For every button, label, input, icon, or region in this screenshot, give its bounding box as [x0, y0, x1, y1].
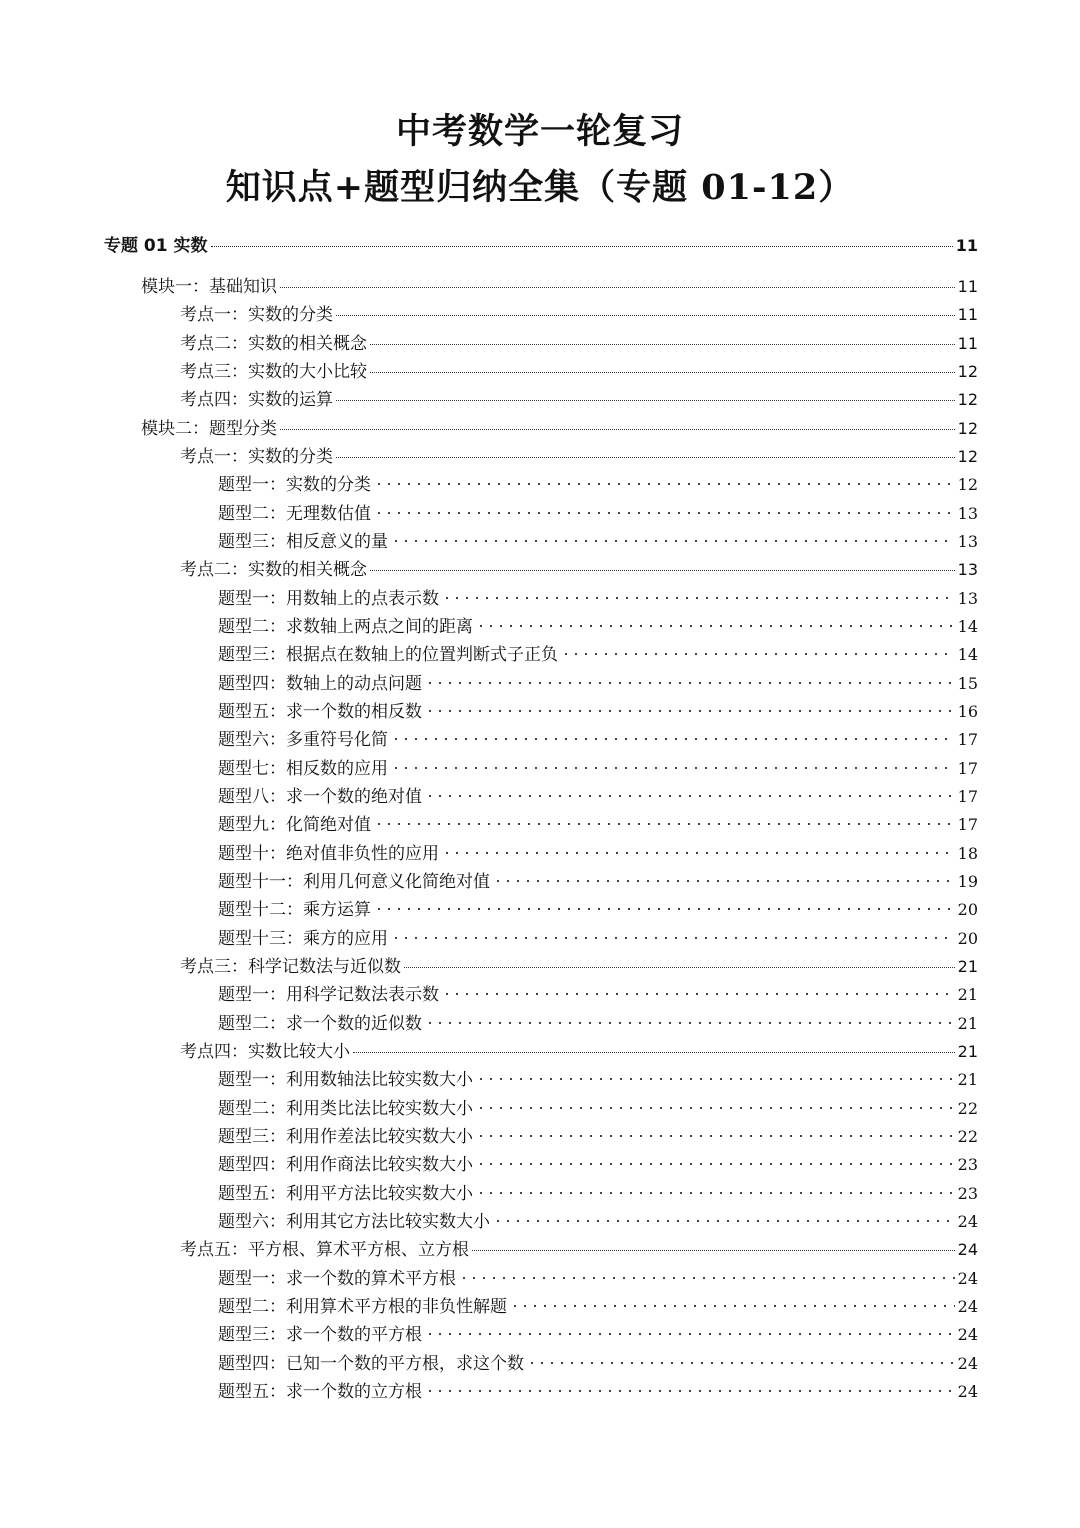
toc-page-number: 20 [957, 928, 978, 948]
toc-dot-leader [510, 1305, 955, 1307]
toc-entry-label: 题型二：利用算术平方根的非负性解题 [218, 1296, 507, 1317]
toc-entry-label: 题型六：多重符号化简 [218, 730, 388, 751]
toc-dot-leader [493, 1220, 955, 1222]
toc-entry-label: 题型一：实数的分类 [218, 475, 371, 496]
toc-page-number: 12 [957, 446, 978, 466]
toc-entry-label: 题型一：用科学记数法表示数 [218, 985, 439, 1006]
toc-page-number: 24 [957, 1296, 978, 1316]
toc-dot-leader [370, 372, 955, 373]
toc-dot-leader [442, 597, 955, 599]
toc-entry-question-type[interactable] [218, 502, 978, 526]
toc-page-number: 11 [957, 305, 978, 325]
toc-dot-leader [472, 1250, 955, 1251]
toc-entry-label: 题型五：求一个数的立方根 [218, 1381, 422, 1402]
toc-page-number: 21 [957, 956, 978, 976]
toc-entry-exam-point[interactable] [180, 445, 978, 469]
toc-entry-label: 模块一：基础知识 [141, 277, 277, 297]
toc-dot-leader [374, 823, 955, 825]
toc-page-number: 24 [957, 1325, 978, 1345]
toc-entry-label: 题型三：相反意义的量 [218, 531, 388, 552]
toc-entry-question-type[interactable] [218, 983, 978, 1007]
toc-dot-leader [336, 457, 955, 458]
toc-entry-question-type[interactable] [218, 728, 978, 752]
toc-dot-leader [476, 1078, 955, 1080]
toc-entry-label: 题型二：求数轴上两点之间的距离 [218, 616, 473, 637]
toc-page-number: 22 [957, 1098, 978, 1118]
toc-page-number: 24 [957, 1240, 978, 1260]
toc-page-number: 13 [957, 588, 978, 608]
toc-dot-leader [211, 246, 953, 247]
toc-dot-leader [442, 993, 955, 995]
toc-entry-question-type[interactable] [218, 757, 978, 781]
toc-entry-question-type[interactable] [218, 1323, 978, 1347]
toc-page-number: 21 [957, 1041, 978, 1061]
toc-dot-leader [280, 287, 955, 288]
toc-entry-label: 题型二：无理数估值 [218, 503, 371, 524]
toc-entry-question-type[interactable] [218, 1182, 978, 1206]
toc-dot-leader [404, 967, 955, 968]
toc-entry-exam-point[interactable] [180, 360, 978, 384]
toc-page-number: 24 [957, 1381, 978, 1401]
toc-entry-label: 考点二：实数的相关概念 [180, 333, 367, 354]
toc-dot-leader [280, 429, 955, 430]
toc-entry-question-type[interactable] [218, 587, 978, 611]
toc-dot-leader [476, 1107, 955, 1109]
toc-entry-label: 考点一：实数的分类 [180, 305, 333, 326]
toc-entry-label: 题型七：相反数的应用 [218, 758, 388, 779]
toc-page-number: 18 [957, 843, 978, 863]
toc-entry-question-type[interactable] [218, 615, 978, 639]
toc-page-number: 22 [957, 1126, 978, 1146]
toc-dot-leader [374, 483, 955, 485]
toc-entry-label: 题型十：绝对值非负性的应用 [218, 843, 439, 864]
toc-entry-exam-point[interactable] [180, 955, 978, 979]
toc-page-number: 11 [957, 333, 978, 353]
toc-dot-leader [425, 710, 955, 712]
toc-dot-leader [476, 1163, 955, 1165]
toc-entry-label: 题型三：根据点在数轴上的位置判断式子正负 [218, 645, 558, 666]
toc-entry-exam-point[interactable] [180, 332, 978, 356]
toc-dot-leader [391, 937, 955, 939]
toc-entry-label: 模块二：题型分类 [141, 418, 277, 439]
toc-dot-leader [353, 1052, 955, 1053]
toc-entry-label: 考点四：实数的运算 [180, 390, 333, 411]
toc-entry-question-type[interactable] [218, 700, 978, 724]
toc-entry-label: 题型八：求一个数的绝对值 [218, 786, 422, 807]
toc-page-number: 24 [957, 1268, 978, 1288]
toc-entry-label: 题型十三：乘方的应用 [218, 928, 388, 949]
toc-entry-question-type[interactable] [218, 927, 978, 951]
toc-page-number: 12 [957, 475, 978, 495]
toc-entry-label: 题型五：利用平方法比较实数大小 [218, 1183, 473, 1204]
toc-entry-label: 题型四：已知一个数的平方根，求这个数 [218, 1353, 524, 1374]
toc-entry-question-type[interactable] [218, 1068, 978, 1092]
toc-entry-question-type[interactable] [218, 473, 978, 497]
toc-entry-label: 题型四：利用作商法比较实数大小 [218, 1155, 473, 1176]
toc-entry-label: 考点一：实数的分类 [180, 446, 333, 467]
toc-dot-leader [391, 540, 955, 542]
toc-page-number: 14 [957, 616, 978, 636]
toc-dot-leader [442, 852, 955, 854]
toc-dot-leader [425, 682, 955, 684]
toc-entry-label: 考点四：实数比较大小 [180, 1041, 350, 1062]
toc-page-number: 17 [957, 758, 978, 778]
toc-entry-question-type[interactable] [218, 1380, 978, 1404]
toc-page-number: 19 [957, 871, 978, 891]
toc-page-number: 17 [957, 815, 978, 835]
toc-entry-label: 题型三：利用作差法比较实数大小 [218, 1126, 473, 1147]
toc-entry-label: 题型一：用数轴上的点表示数 [218, 588, 439, 609]
toc-entry-label: 题型十一：利用几何意义化简绝对值 [218, 871, 490, 892]
toc-dot-leader [391, 767, 955, 769]
toc-dot-leader [370, 570, 955, 571]
toc-dot-leader [425, 1333, 955, 1335]
toc-dot-leader [561, 653, 955, 655]
toc-entry-label: 题型二：利用类比法比较实数大小 [218, 1098, 473, 1119]
toc-entry-question-type[interactable] [218, 1012, 978, 1036]
toc-entry-exam-point[interactable] [180, 558, 978, 582]
toc-entry-exam-point[interactable] [180, 388, 978, 412]
toc-page-number: 14 [957, 645, 978, 665]
toc-entry-label: 题型一：求一个数的算术平方根 [218, 1268, 456, 1289]
toc-entry-label: 题型五：求一个数的相反数 [218, 701, 422, 722]
toc-dot-leader [476, 625, 955, 627]
toc-entry-label: 题型六：利用其它方法比较实数大小 [218, 1211, 490, 1232]
toc-entry-label: 专题 01 实数 [104, 236, 208, 256]
toc-entry-question-type[interactable] [218, 1352, 978, 1376]
toc-page-number: 13 [957, 560, 978, 580]
toc-dot-leader [370, 344, 955, 345]
toc-entry-question-type[interactable] [218, 870, 978, 894]
toc-entry-module[interactable] [141, 417, 978, 441]
toc-page-number: 12 [957, 390, 978, 410]
toc-dot-leader [476, 1135, 955, 1137]
toc-dot-leader [336, 315, 955, 316]
toc-entry-exam-point[interactable] [180, 1040, 978, 1064]
toc-page-number: 17 [957, 730, 978, 750]
toc-dot-leader [476, 1192, 955, 1194]
toc-page-number: 23 [957, 1183, 978, 1203]
toc-entry-question-type[interactable] [218, 1267, 978, 1291]
toc-page-number: 21 [957, 1013, 978, 1033]
toc-entry-question-type[interactable] [218, 785, 978, 809]
toc-dot-leader [493, 880, 955, 882]
toc-page-number: 12 [957, 418, 978, 438]
toc-entry-topic[interactable] [104, 234, 978, 258]
toc-page-number: 17 [957, 786, 978, 806]
toc-dot-leader [374, 908, 955, 910]
toc-entry-exam-point[interactable] [180, 303, 978, 327]
toc-page-number: 21 [957, 1070, 978, 1090]
toc-entry-exam-point[interactable] [180, 1238, 978, 1262]
toc-dot-leader [527, 1362, 955, 1364]
toc-page-number: 23 [957, 1155, 978, 1175]
toc-entry-question-type[interactable] [218, 1295, 978, 1319]
toc-dot-leader [459, 1277, 955, 1279]
toc-entry-label: 题型四：数轴上的动点问题 [218, 673, 422, 694]
toc-dot-leader [391, 738, 955, 740]
toc-entry-question-type[interactable] [218, 643, 978, 667]
toc-dot-leader [425, 1022, 955, 1024]
toc-entry-label: 考点三：实数的大小比较 [180, 361, 367, 382]
document-title: 中考数学一轮复习 [395, 111, 684, 152]
toc-entry-question-type[interactable] [218, 672, 978, 696]
toc-page-number: 11 [957, 277, 978, 296]
toc-entry-label: 题型九：化简绝对值 [218, 815, 371, 836]
toc-page-number: 16 [957, 701, 978, 721]
toc-entry-question-type[interactable] [218, 1097, 978, 1121]
toc-page-number: 21 [957, 985, 978, 1005]
toc-entry-question-type[interactable] [218, 898, 978, 922]
toc-dot-leader [425, 795, 955, 797]
toc-entry-question-type[interactable] [218, 1210, 978, 1234]
toc-entry-label: 题型十二：乘方运算 [218, 900, 371, 921]
toc-entry-label: 题型三：求一个数的平方根 [218, 1325, 422, 1346]
toc-page-number: 12 [957, 361, 978, 381]
toc-entry-question-type[interactable] [218, 1153, 978, 1177]
toc-page-number: 24 [957, 1353, 978, 1373]
toc-page-number: 13 [957, 503, 978, 523]
toc-entry-question-type[interactable] [218, 1125, 978, 1149]
toc-page-number: 20 [957, 900, 978, 920]
toc-entry-label: 题型一：利用数轴法比较实数大小 [218, 1070, 473, 1091]
toc-entry-question-type[interactable] [218, 842, 978, 866]
toc-entry-label: 考点二：实数的相关概念 [180, 560, 367, 581]
toc-dot-leader [336, 400, 955, 401]
toc-page-number: 13 [957, 531, 978, 551]
toc-entry-label: 考点五：平方根、算术平方根、立方根 [180, 1240, 469, 1261]
toc-entry-module[interactable] [141, 275, 978, 299]
document-subtitle: 知识点+题型归纳全集（专题 01-12） [225, 167, 855, 208]
toc-page-number: 15 [957, 673, 978, 693]
toc-page-number: 11 [955, 236, 978, 255]
toc-entry-label: 题型二：求一个数的近似数 [218, 1013, 422, 1034]
toc-page-number: 24 [957, 1211, 978, 1231]
toc-dot-leader [425, 1390, 955, 1392]
toc-entry-question-type[interactable] [218, 813, 978, 837]
toc-dot-leader [374, 512, 955, 514]
toc-entry-question-type[interactable] [218, 530, 978, 554]
toc-entry-label: 考点三：科学记数法与近似数 [180, 956, 401, 977]
